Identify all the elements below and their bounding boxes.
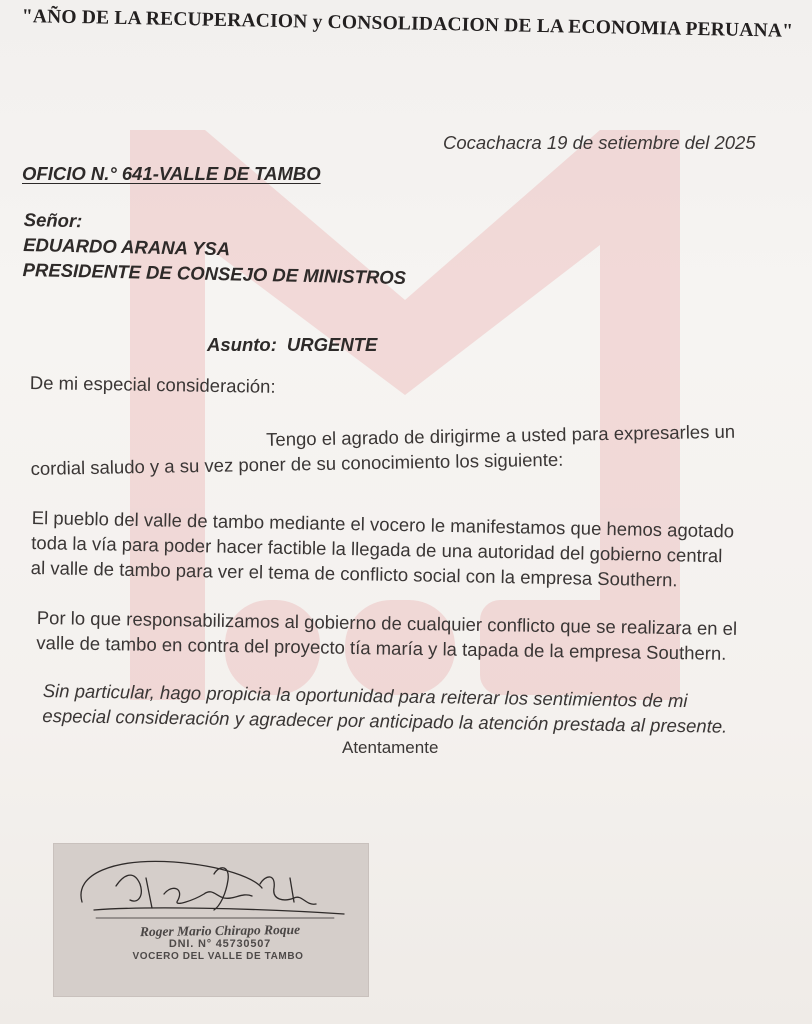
- paragraph-line: especial consideración y agradecer por anticipado la atención prestada al presente.: [42, 704, 728, 737]
- subject-value: URGENTE: [286, 334, 378, 355]
- year-motto: "AÑO DE LA RECUPERACION y CONSOLIDACION DE LA ECONOMIA PERUANA": [21, 6, 794, 42]
- paragraph-line: Sin particular, hago propicia la oportunidad para reiterar los sentimientos de mi: [42, 679, 688, 712]
- body-paragraph-3: [36, 605, 777, 667]
- addressee-salutation: Señor:: [23, 208, 83, 232]
- addressee-block: [22, 207, 407, 290]
- paragraph-line: valle de tambo en contra del proyecto tía maría y la tapada de la empresa Southern.: [36, 631, 727, 664]
- document-reference: OFICIO N.° 641-VALLE DE TAMBO: [22, 163, 321, 184]
- body-paragraph-1: [30, 418, 791, 481]
- signer-name: Roger Mario Chirapo Roque: [139, 921, 301, 940]
- paragraph-line: El pueblo del valle de tambo mediante el vocero le manifestamos que hemos agotado: [31, 506, 735, 542]
- paragraph-line: Por lo que responsabilizamos al gobierno de cualquier conflicto que se realizara en el: [36, 606, 738, 639]
- signer-dni: DNI. N° 45730507: [168, 938, 272, 950]
- paragraph-line: toda la vía para poder hacer factible la llegada de una autoridad del gobierno central: [31, 531, 723, 567]
- paragraph-line: al valle de tambo para ver el tema de conflicto social con la empresa Southern.: [30, 556, 678, 591]
- handwritten-signature: [54, 844, 368, 996]
- body-paragraph-2: [31, 505, 772, 594]
- paragraph-line: Tengo el agrado de dirigirme a usted para expresarles un: [265, 420, 736, 450]
- addressee-title: PRESIDENTE DE CONSEJO DE MINISTROS: [22, 258, 407, 289]
- subject-line: [207, 334, 377, 356]
- closing-phrase: Atentamente: [342, 738, 439, 757]
- body-paragraph-4: [42, 678, 763, 739]
- addressee-name: EDUARDO ARANA YSA: [22, 233, 231, 260]
- paragraph-line: cordial saludo y a su vez poner de su conocimiento los siguiente:: [30, 448, 564, 479]
- signer-role: VOCERO DEL VALLE DE TAMBO: [132, 951, 304, 962]
- signature-stamp: [53, 843, 369, 997]
- date-line: Cocachacra 19 de setiembre del 2025: [443, 132, 756, 153]
- greeting: De mi especial consideración:: [29, 372, 276, 397]
- subject-label: Asunto:: [207, 334, 277, 355]
